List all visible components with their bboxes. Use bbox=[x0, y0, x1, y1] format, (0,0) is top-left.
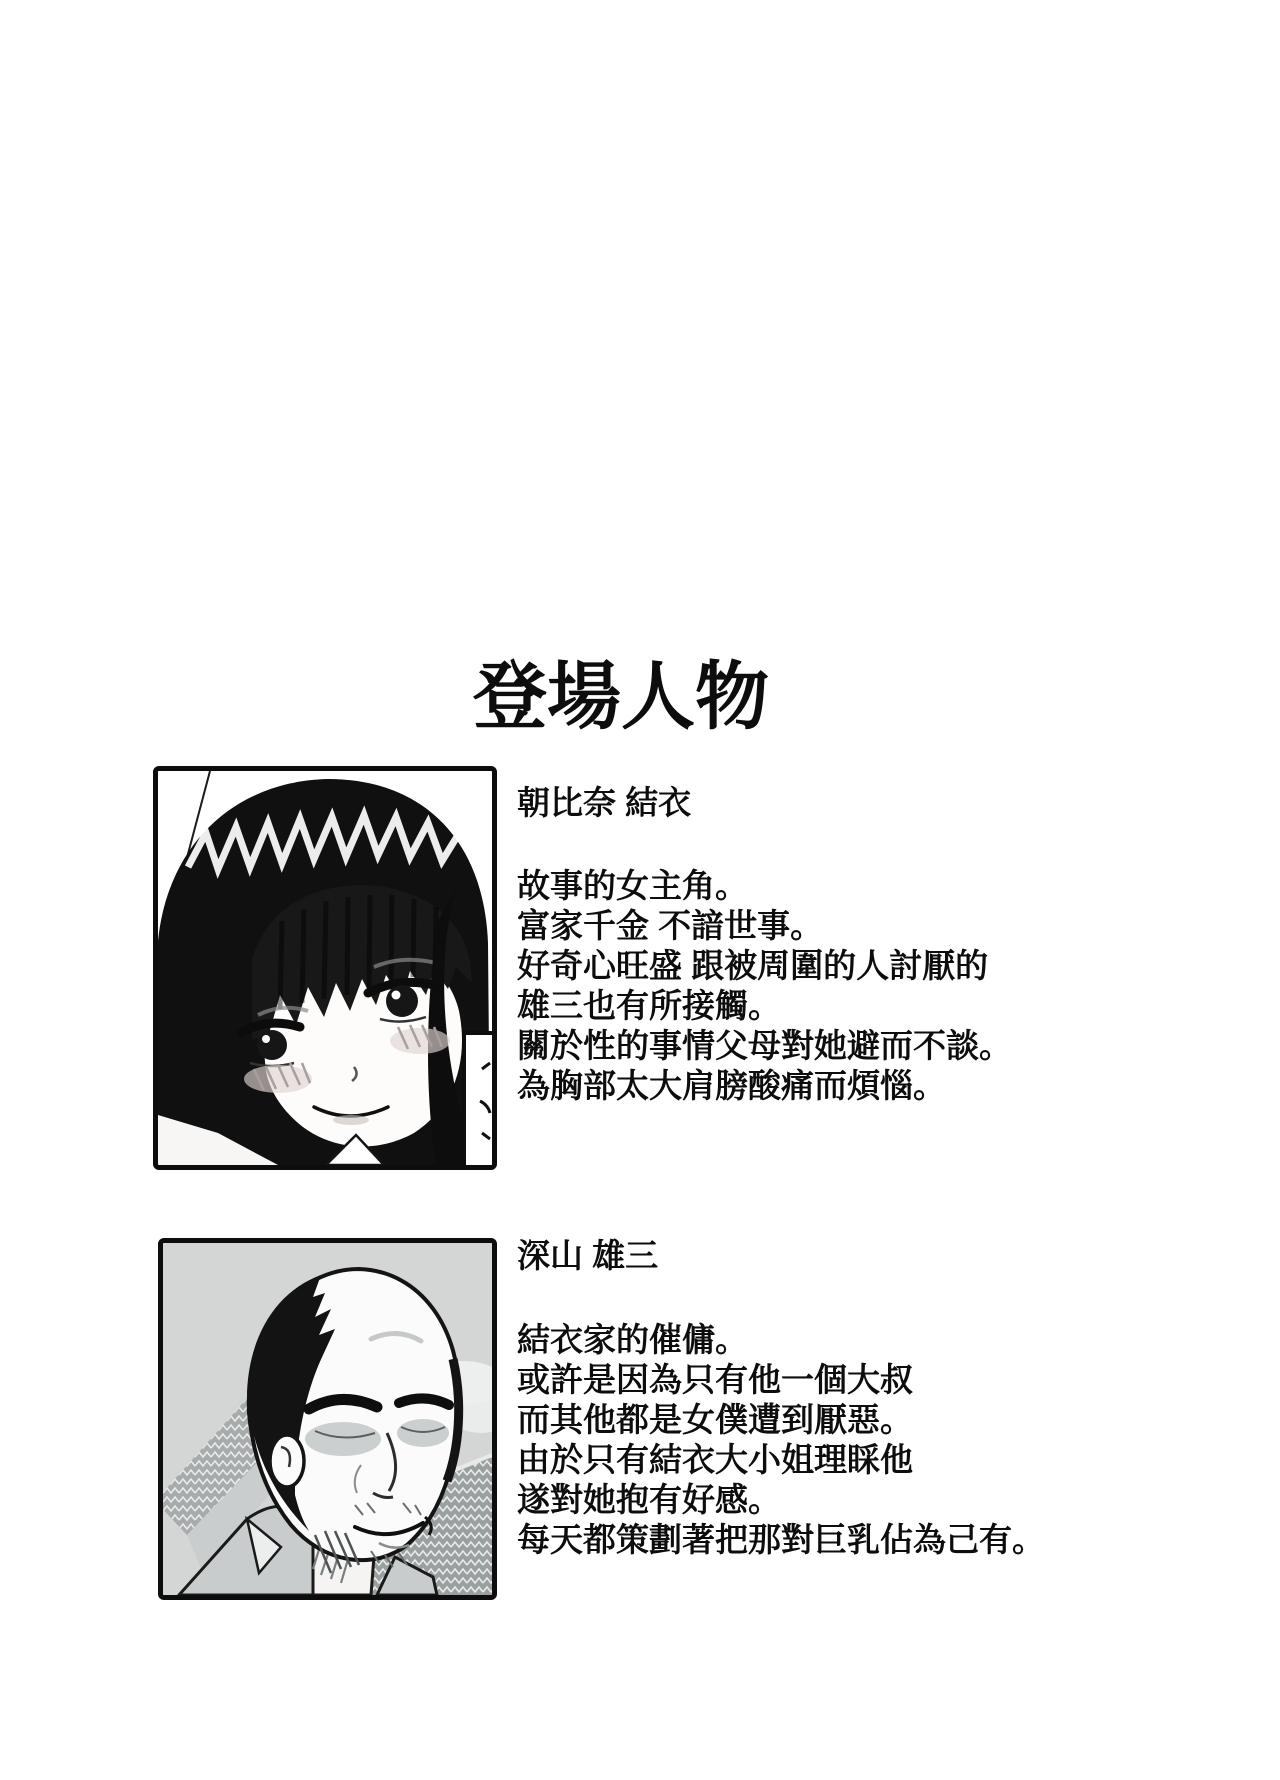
description-line: 或許是因為只有他一個大叔 bbox=[517, 1361, 913, 1398]
character-portrait-frame bbox=[158, 1238, 497, 1600]
page-title: 登場人物 bbox=[473, 655, 769, 738]
description-line: 而其他都是女僕遭到厭惡。 bbox=[517, 1401, 913, 1438]
description-line: 由於只有結衣大小姐理睬他 bbox=[517, 1441, 913, 1478]
girl-portrait-illustration bbox=[158, 771, 492, 1165]
speech-box-fragment bbox=[464, 1033, 492, 1165]
description-line: 故事的女主角。 bbox=[517, 867, 748, 904]
character-name: 深山 雄三 bbox=[517, 1237, 659, 1274]
description-line: 雄三也有所接觸。 bbox=[517, 987, 781, 1024]
man-portrait-illustration bbox=[163, 1243, 492, 1595]
description-line: 結衣家的催傭。 bbox=[517, 1321, 748, 1358]
character-portrait-frame bbox=[153, 766, 497, 1170]
description-line: 富家千金 不諳世事。 bbox=[517, 907, 824, 944]
ear bbox=[270, 1435, 304, 1487]
description-line: 遂對她抱有好感。 bbox=[517, 1481, 781, 1518]
character-name: 朝比奈 結衣 bbox=[517, 784, 692, 821]
character-description bbox=[517, 866, 1012, 1106]
description-line: 好奇心旺盛 跟被周圍的人討厭的 bbox=[517, 947, 989, 984]
description-line: 為胸部太大肩膀酸痛而煩惱。 bbox=[517, 1067, 946, 1104]
description-line: 每天都策劃著把那對巨乳佔為己有。 bbox=[517, 1521, 1045, 1558]
character-description bbox=[517, 1320, 1045, 1560]
description-line: 關於性的事情父母對她避而不談。 bbox=[517, 1027, 1012, 1064]
